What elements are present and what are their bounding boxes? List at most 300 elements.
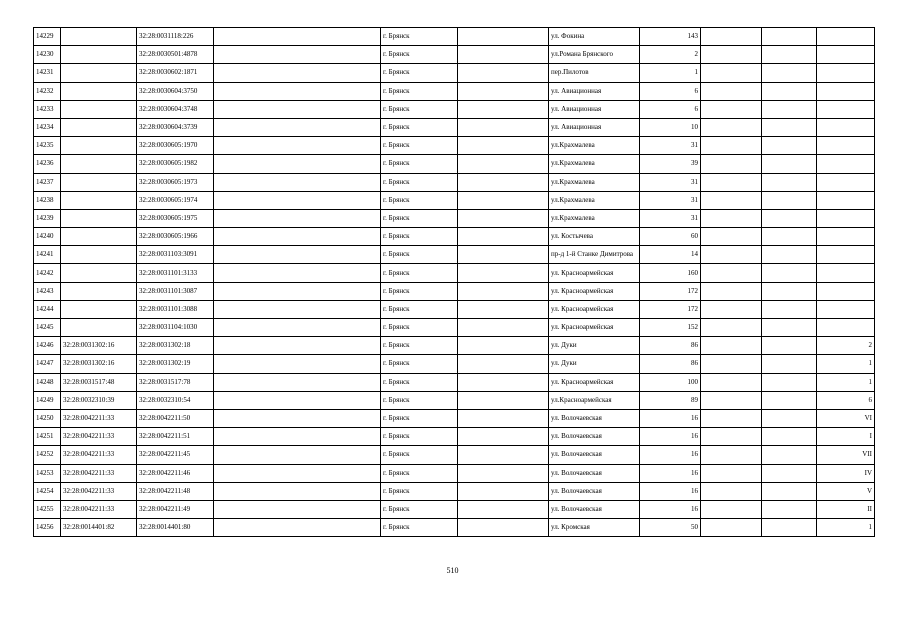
cell-empty <box>214 428 381 446</box>
cell-house-number: 172 <box>640 282 701 300</box>
cell-parent-cadastral-number <box>61 319 137 337</box>
cell-street: ул.Крахмалева <box>549 209 640 227</box>
cell-empty <box>701 409 762 427</box>
cell-empty <box>762 155 817 173</box>
cell-house-number: 160 <box>640 264 701 282</box>
cell-street: ул. Дуки <box>549 355 640 373</box>
table-row <box>34 100 875 118</box>
cell-parent-cadastral-number <box>61 28 137 46</box>
cell-record-number: 14251 <box>34 428 61 446</box>
cell-empty <box>762 373 817 391</box>
cell-empty <box>458 355 549 373</box>
cell-empty <box>214 355 381 373</box>
cell-record-number: 14233 <box>34 100 61 118</box>
table-row <box>34 228 875 246</box>
cell-empty <box>762 391 817 409</box>
cell-empty <box>214 155 381 173</box>
cell-house-number: 2 <box>640 46 701 64</box>
table-row <box>34 519 875 537</box>
table-row <box>34 482 875 500</box>
cell-empty <box>762 64 817 82</box>
cell-city: г. Брянск <box>381 228 458 246</box>
cell-empty <box>762 264 817 282</box>
table-row <box>34 82 875 100</box>
cell-empty <box>214 82 381 100</box>
cell-empty <box>701 337 762 355</box>
registry-body <box>34 28 875 537</box>
cell-empty <box>458 155 549 173</box>
table-row <box>34 446 875 464</box>
cell-cadastral-number: 32:28:0030602:1871 <box>137 64 214 82</box>
table-row <box>34 373 875 391</box>
cell-empty <box>214 228 381 246</box>
cell-unit-number <box>817 28 875 46</box>
cell-cadastral-number: 32:28:0030605:1970 <box>137 137 214 155</box>
cell-empty <box>458 46 549 64</box>
table-row <box>34 64 875 82</box>
cell-empty <box>762 319 817 337</box>
cell-unit-number <box>817 137 875 155</box>
cell-empty <box>458 28 549 46</box>
cell-record-number: 14247 <box>34 355 61 373</box>
cell-unit-number <box>817 191 875 209</box>
cell-empty <box>701 228 762 246</box>
cell-record-number: 14237 <box>34 173 61 191</box>
cell-empty <box>701 482 762 500</box>
cell-city: г. Брянск <box>381 446 458 464</box>
cell-city: г. Брянск <box>381 209 458 227</box>
cell-city: г. Брянск <box>381 246 458 264</box>
table-row <box>34 173 875 191</box>
cell-parent-cadastral-number: 32:28:0031517:48 <box>61 373 137 391</box>
cell-empty <box>458 391 549 409</box>
cell-record-number: 14253 <box>34 464 61 482</box>
cell-empty <box>214 391 381 409</box>
cell-street: ул. Авиационная <box>549 100 640 118</box>
cell-empty <box>214 264 381 282</box>
cell-parent-cadastral-number <box>61 300 137 318</box>
cell-empty <box>214 373 381 391</box>
cell-empty <box>458 464 549 482</box>
cell-unit-number: V <box>817 482 875 500</box>
cell-empty <box>762 246 817 264</box>
cell-empty <box>762 137 817 155</box>
cell-empty <box>762 355 817 373</box>
cell-parent-cadastral-number <box>61 155 137 173</box>
cell-unit-number <box>817 100 875 118</box>
cell-empty <box>214 337 381 355</box>
cell-city: г. Брянск <box>381 337 458 355</box>
cell-street: ул. Костычева <box>549 228 640 246</box>
cell-record-number: 14255 <box>34 500 61 518</box>
cell-city: г. Брянск <box>381 28 458 46</box>
cell-empty <box>214 100 381 118</box>
cell-house-number: 6 <box>640 100 701 118</box>
cell-parent-cadastral-number: 32:28:0042211:33 <box>61 482 137 500</box>
cell-empty <box>458 319 549 337</box>
cell-city: г. Брянск <box>381 482 458 500</box>
cell-street: ул. Авиационная <box>549 82 640 100</box>
cell-house-number: 31 <box>640 173 701 191</box>
cell-house-number: 16 <box>640 428 701 446</box>
cell-cadastral-number: 32:28:0031517:78 <box>137 373 214 391</box>
cell-cadastral-number: 32:28:0030605:1975 <box>137 209 214 227</box>
cell-empty <box>701 319 762 337</box>
cell-city: г. Брянск <box>381 46 458 64</box>
cell-city: г. Брянск <box>381 319 458 337</box>
cell-parent-cadastral-number: 32:28:0042211:33 <box>61 409 137 427</box>
table-row <box>34 464 875 482</box>
cell-house-number: 60 <box>640 228 701 246</box>
table-row <box>34 264 875 282</box>
cell-empty <box>458 228 549 246</box>
cell-empty <box>458 118 549 136</box>
cell-empty <box>701 82 762 100</box>
cell-parent-cadastral-number: 32:28:0032310:39 <box>61 391 137 409</box>
table-row <box>34 118 875 136</box>
cell-empty <box>701 355 762 373</box>
cell-unit-number: VI <box>817 409 875 427</box>
cell-city: г. Брянск <box>381 300 458 318</box>
cell-empty <box>458 64 549 82</box>
cell-empty <box>701 300 762 318</box>
cell-cadastral-number: 32:28:0030605:1974 <box>137 191 214 209</box>
cell-unit-number: 1 <box>817 519 875 537</box>
cell-cadastral-number: 32:28:0030605:1966 <box>137 228 214 246</box>
cell-street: ул. Красноармейская <box>549 264 640 282</box>
cell-empty <box>701 64 762 82</box>
cell-street: ул.Крахмалева <box>549 155 640 173</box>
cell-empty <box>458 428 549 446</box>
cell-empty <box>701 137 762 155</box>
cell-house-number: 16 <box>640 409 701 427</box>
table-row <box>34 282 875 300</box>
cell-record-number: 14238 <box>34 191 61 209</box>
cell-house-number: 89 <box>640 391 701 409</box>
table-row <box>34 409 875 427</box>
table-row <box>34 337 875 355</box>
cell-unit-number: 6 <box>817 391 875 409</box>
cell-empty <box>762 409 817 427</box>
cell-street: ул. Волочаевская <box>549 446 640 464</box>
cell-street: ул. Волочаевская <box>549 482 640 500</box>
cell-empty <box>214 482 381 500</box>
cell-house-number: 86 <box>640 337 701 355</box>
cell-record-number: 14230 <box>34 46 61 64</box>
cell-record-number: 14252 <box>34 446 61 464</box>
cell-parent-cadastral-number <box>61 46 137 64</box>
cell-city: г. Брянск <box>381 191 458 209</box>
cell-empty <box>214 246 381 264</box>
cell-empty <box>762 464 817 482</box>
cell-empty <box>458 209 549 227</box>
cell-house-number: 143 <box>640 28 701 46</box>
cell-empty <box>762 209 817 227</box>
cell-empty <box>214 64 381 82</box>
cell-cadastral-number: 32:28:0042211:48 <box>137 482 214 500</box>
cell-record-number: 14239 <box>34 209 61 227</box>
cell-empty <box>701 282 762 300</box>
cell-empty <box>701 391 762 409</box>
cell-cadastral-number: 32:28:0042211:51 <box>137 428 214 446</box>
cell-record-number: 14243 <box>34 282 61 300</box>
cell-empty <box>762 228 817 246</box>
cell-parent-cadastral-number <box>61 64 137 82</box>
cell-record-number: 14249 <box>34 391 61 409</box>
cell-record-number: 14244 <box>34 300 61 318</box>
cell-parent-cadastral-number: 32:28:0031302:16 <box>61 355 137 373</box>
cell-empty <box>214 446 381 464</box>
cell-house-number: 39 <box>640 155 701 173</box>
cell-house-number: 10 <box>640 118 701 136</box>
cell-cadastral-number: 32:28:0042211:45 <box>137 446 214 464</box>
cell-street: ул. Волочаевская <box>549 500 640 518</box>
cell-empty <box>214 500 381 518</box>
cell-city: г. Брянск <box>381 82 458 100</box>
cell-empty <box>458 482 549 500</box>
cell-city: г. Брянск <box>381 137 458 155</box>
cell-empty <box>458 300 549 318</box>
cell-empty <box>458 100 549 118</box>
cell-street: ул. Фокина <box>549 28 640 46</box>
cell-empty <box>214 28 381 46</box>
cell-city: г. Брянск <box>381 264 458 282</box>
cell-street: ул. Красноармейская <box>549 300 640 318</box>
cell-empty <box>701 464 762 482</box>
cell-empty <box>701 46 762 64</box>
cell-empty <box>458 519 549 537</box>
cell-parent-cadastral-number: 32:28:0042211:33 <box>61 446 137 464</box>
cell-city: г. Брянск <box>381 464 458 482</box>
cell-parent-cadastral-number: 32:28:0014401:82 <box>61 519 137 537</box>
cell-empty <box>214 118 381 136</box>
cell-street: ул.Крахмалева <box>549 137 640 155</box>
cell-empty <box>701 519 762 537</box>
cell-empty <box>458 137 549 155</box>
cell-city: г. Брянск <box>381 100 458 118</box>
cell-house-number: 16 <box>640 482 701 500</box>
cell-empty <box>762 300 817 318</box>
cell-empty <box>458 246 549 264</box>
cell-empty <box>762 46 817 64</box>
cell-street: ул. Волочаевская <box>549 464 640 482</box>
cell-street: пер.Пилотов <box>549 64 640 82</box>
cell-cadastral-number: 32:28:0031101:3087 <box>137 282 214 300</box>
cell-empty <box>458 173 549 191</box>
cell-parent-cadastral-number: 32:28:0042211:33 <box>61 464 137 482</box>
cell-record-number: 14240 <box>34 228 61 246</box>
cell-cadastral-number: 32:28:0031101:3133 <box>137 264 214 282</box>
cell-empty <box>214 319 381 337</box>
cell-empty <box>458 500 549 518</box>
cell-city: г. Брянск <box>381 118 458 136</box>
cell-empty <box>701 373 762 391</box>
cell-unit-number <box>817 264 875 282</box>
cell-cadastral-number: 32:28:0031302:19 <box>137 355 214 373</box>
cell-parent-cadastral-number <box>61 246 137 264</box>
cell-record-number: 14242 <box>34 264 61 282</box>
cell-empty <box>458 446 549 464</box>
cell-unit-number <box>817 82 875 100</box>
cell-street: ул. Кромская <box>549 519 640 537</box>
cell-city: г. Брянск <box>381 519 458 537</box>
cell-empty <box>214 191 381 209</box>
cell-unit-number <box>817 46 875 64</box>
cell-empty <box>701 100 762 118</box>
cell-cadastral-number: 32:28:0031118:226 <box>137 28 214 46</box>
table-row <box>34 191 875 209</box>
cell-unit-number <box>817 228 875 246</box>
cell-parent-cadastral-number <box>61 209 137 227</box>
cell-unit-number: VII <box>817 446 875 464</box>
table-row <box>34 28 875 46</box>
cell-empty <box>762 191 817 209</box>
cell-house-number: 31 <box>640 191 701 209</box>
cell-empty <box>762 28 817 46</box>
cell-record-number: 14232 <box>34 82 61 100</box>
cell-empty <box>214 409 381 427</box>
cell-cadastral-number: 32:28:0031101:3088 <box>137 300 214 318</box>
cell-street: ул. Волочаевская <box>549 428 640 446</box>
cell-street: ул.Крахмалева <box>549 191 640 209</box>
cell-empty <box>214 137 381 155</box>
cell-empty <box>762 337 817 355</box>
cell-empty <box>762 173 817 191</box>
cell-parent-cadastral-number <box>61 282 137 300</box>
cell-street: ул. Дуки <box>549 337 640 355</box>
cell-house-number: 6 <box>640 82 701 100</box>
cell-city: г. Брянск <box>381 391 458 409</box>
cell-empty <box>701 209 762 227</box>
cell-empty <box>762 282 817 300</box>
cell-empty <box>701 118 762 136</box>
cell-house-number: 16 <box>640 464 701 482</box>
cell-street: ул. Красноармейская <box>549 319 640 337</box>
cell-cadastral-number: 32:28:0042211:46 <box>137 464 214 482</box>
cell-house-number: 16 <box>640 500 701 518</box>
cell-unit-number: II <box>817 500 875 518</box>
cell-empty <box>214 464 381 482</box>
cell-empty <box>762 519 817 537</box>
table-row <box>34 428 875 446</box>
cell-city: г. Брянск <box>381 428 458 446</box>
cell-record-number: 14250 <box>34 409 61 427</box>
cell-unit-number <box>817 282 875 300</box>
cell-record-number: 14235 <box>34 137 61 155</box>
cell-empty <box>214 519 381 537</box>
cell-empty <box>214 173 381 191</box>
cell-house-number: 100 <box>640 373 701 391</box>
cell-empty <box>701 155 762 173</box>
cell-city: г. Брянск <box>381 155 458 173</box>
cell-unit-number: IV <box>817 464 875 482</box>
cell-empty <box>458 264 549 282</box>
cell-record-number: 14236 <box>34 155 61 173</box>
cell-record-number: 14256 <box>34 519 61 537</box>
cell-city: г. Брянск <box>381 373 458 391</box>
cell-empty <box>701 264 762 282</box>
cell-city: г. Брянск <box>381 282 458 300</box>
cell-city: г. Брянск <box>381 500 458 518</box>
cell-unit-number: 1 <box>817 355 875 373</box>
cell-empty <box>701 428 762 446</box>
cell-street: ул. Красноармейская <box>549 282 640 300</box>
cell-record-number: 14234 <box>34 118 61 136</box>
cell-parent-cadastral-number <box>61 100 137 118</box>
cell-cadastral-number: 32:28:0031104:1030 <box>137 319 214 337</box>
cell-parent-cadastral-number: 32:28:0042211:33 <box>61 500 137 518</box>
cell-unit-number <box>817 155 875 173</box>
cell-house-number: 152 <box>640 319 701 337</box>
cell-unit-number <box>817 319 875 337</box>
cell-house-number: 172 <box>640 300 701 318</box>
cell-parent-cadastral-number <box>61 264 137 282</box>
cell-cadastral-number: 32:28:0032310:54 <box>137 391 214 409</box>
cell-parent-cadastral-number <box>61 228 137 246</box>
cell-record-number: 14246 <box>34 337 61 355</box>
cell-empty <box>458 409 549 427</box>
cell-parent-cadastral-number <box>61 173 137 191</box>
cell-cadastral-number: 32:28:0042211:50 <box>137 409 214 427</box>
cell-cadastral-number: 32:28:0030604:3748 <box>137 100 214 118</box>
cell-empty <box>701 500 762 518</box>
cell-unit-number <box>817 300 875 318</box>
cell-empty <box>214 209 381 227</box>
cell-street: ул. Волочаевская <box>549 409 640 427</box>
cell-cadastral-number: 32:28:0030501:4878 <box>137 46 214 64</box>
cell-cadastral-number: 32:28:0031302:18 <box>137 337 214 355</box>
cell-unit-number: I <box>817 428 875 446</box>
cell-house-number: 16 <box>640 446 701 464</box>
cell-parent-cadastral-number <box>61 82 137 100</box>
cell-empty <box>762 446 817 464</box>
cell-house-number: 1 <box>640 64 701 82</box>
cell-street: ул.Красноармейская <box>549 391 640 409</box>
cell-city: г. Брянск <box>381 64 458 82</box>
cell-house-number: 86 <box>640 355 701 373</box>
cell-record-number: 14245 <box>34 319 61 337</box>
cell-city: г. Брянск <box>381 409 458 427</box>
cell-parent-cadastral-number <box>61 118 137 136</box>
cell-empty <box>701 246 762 264</box>
cell-street: ул.Крахмалева <box>549 173 640 191</box>
cell-cadastral-number: 32:28:0030604:3750 <box>137 82 214 100</box>
table-row <box>34 155 875 173</box>
cell-parent-cadastral-number: 32:28:0031302:16 <box>61 337 137 355</box>
cell-empty <box>701 28 762 46</box>
cell-unit-number <box>817 118 875 136</box>
cell-empty <box>214 46 381 64</box>
table-row <box>34 319 875 337</box>
cell-cadastral-number: 32:28:0030605:1973 <box>137 173 214 191</box>
table-row <box>34 246 875 264</box>
cell-empty <box>458 82 549 100</box>
cell-unit-number <box>817 173 875 191</box>
table-row <box>34 209 875 227</box>
cell-empty <box>214 300 381 318</box>
cell-cadastral-number: 32:28:0030605:1982 <box>137 155 214 173</box>
cell-empty <box>458 373 549 391</box>
cell-empty <box>762 482 817 500</box>
cell-empty <box>701 446 762 464</box>
table-row <box>34 137 875 155</box>
cell-unit-number <box>817 209 875 227</box>
registry-table <box>33 27 875 537</box>
cell-street: ул.Романа Брянского <box>549 46 640 64</box>
cell-record-number: 14241 <box>34 246 61 264</box>
cell-street: пр-д 1-й Станке Димитрова <box>549 246 640 264</box>
cell-unit-number: 1 <box>817 373 875 391</box>
